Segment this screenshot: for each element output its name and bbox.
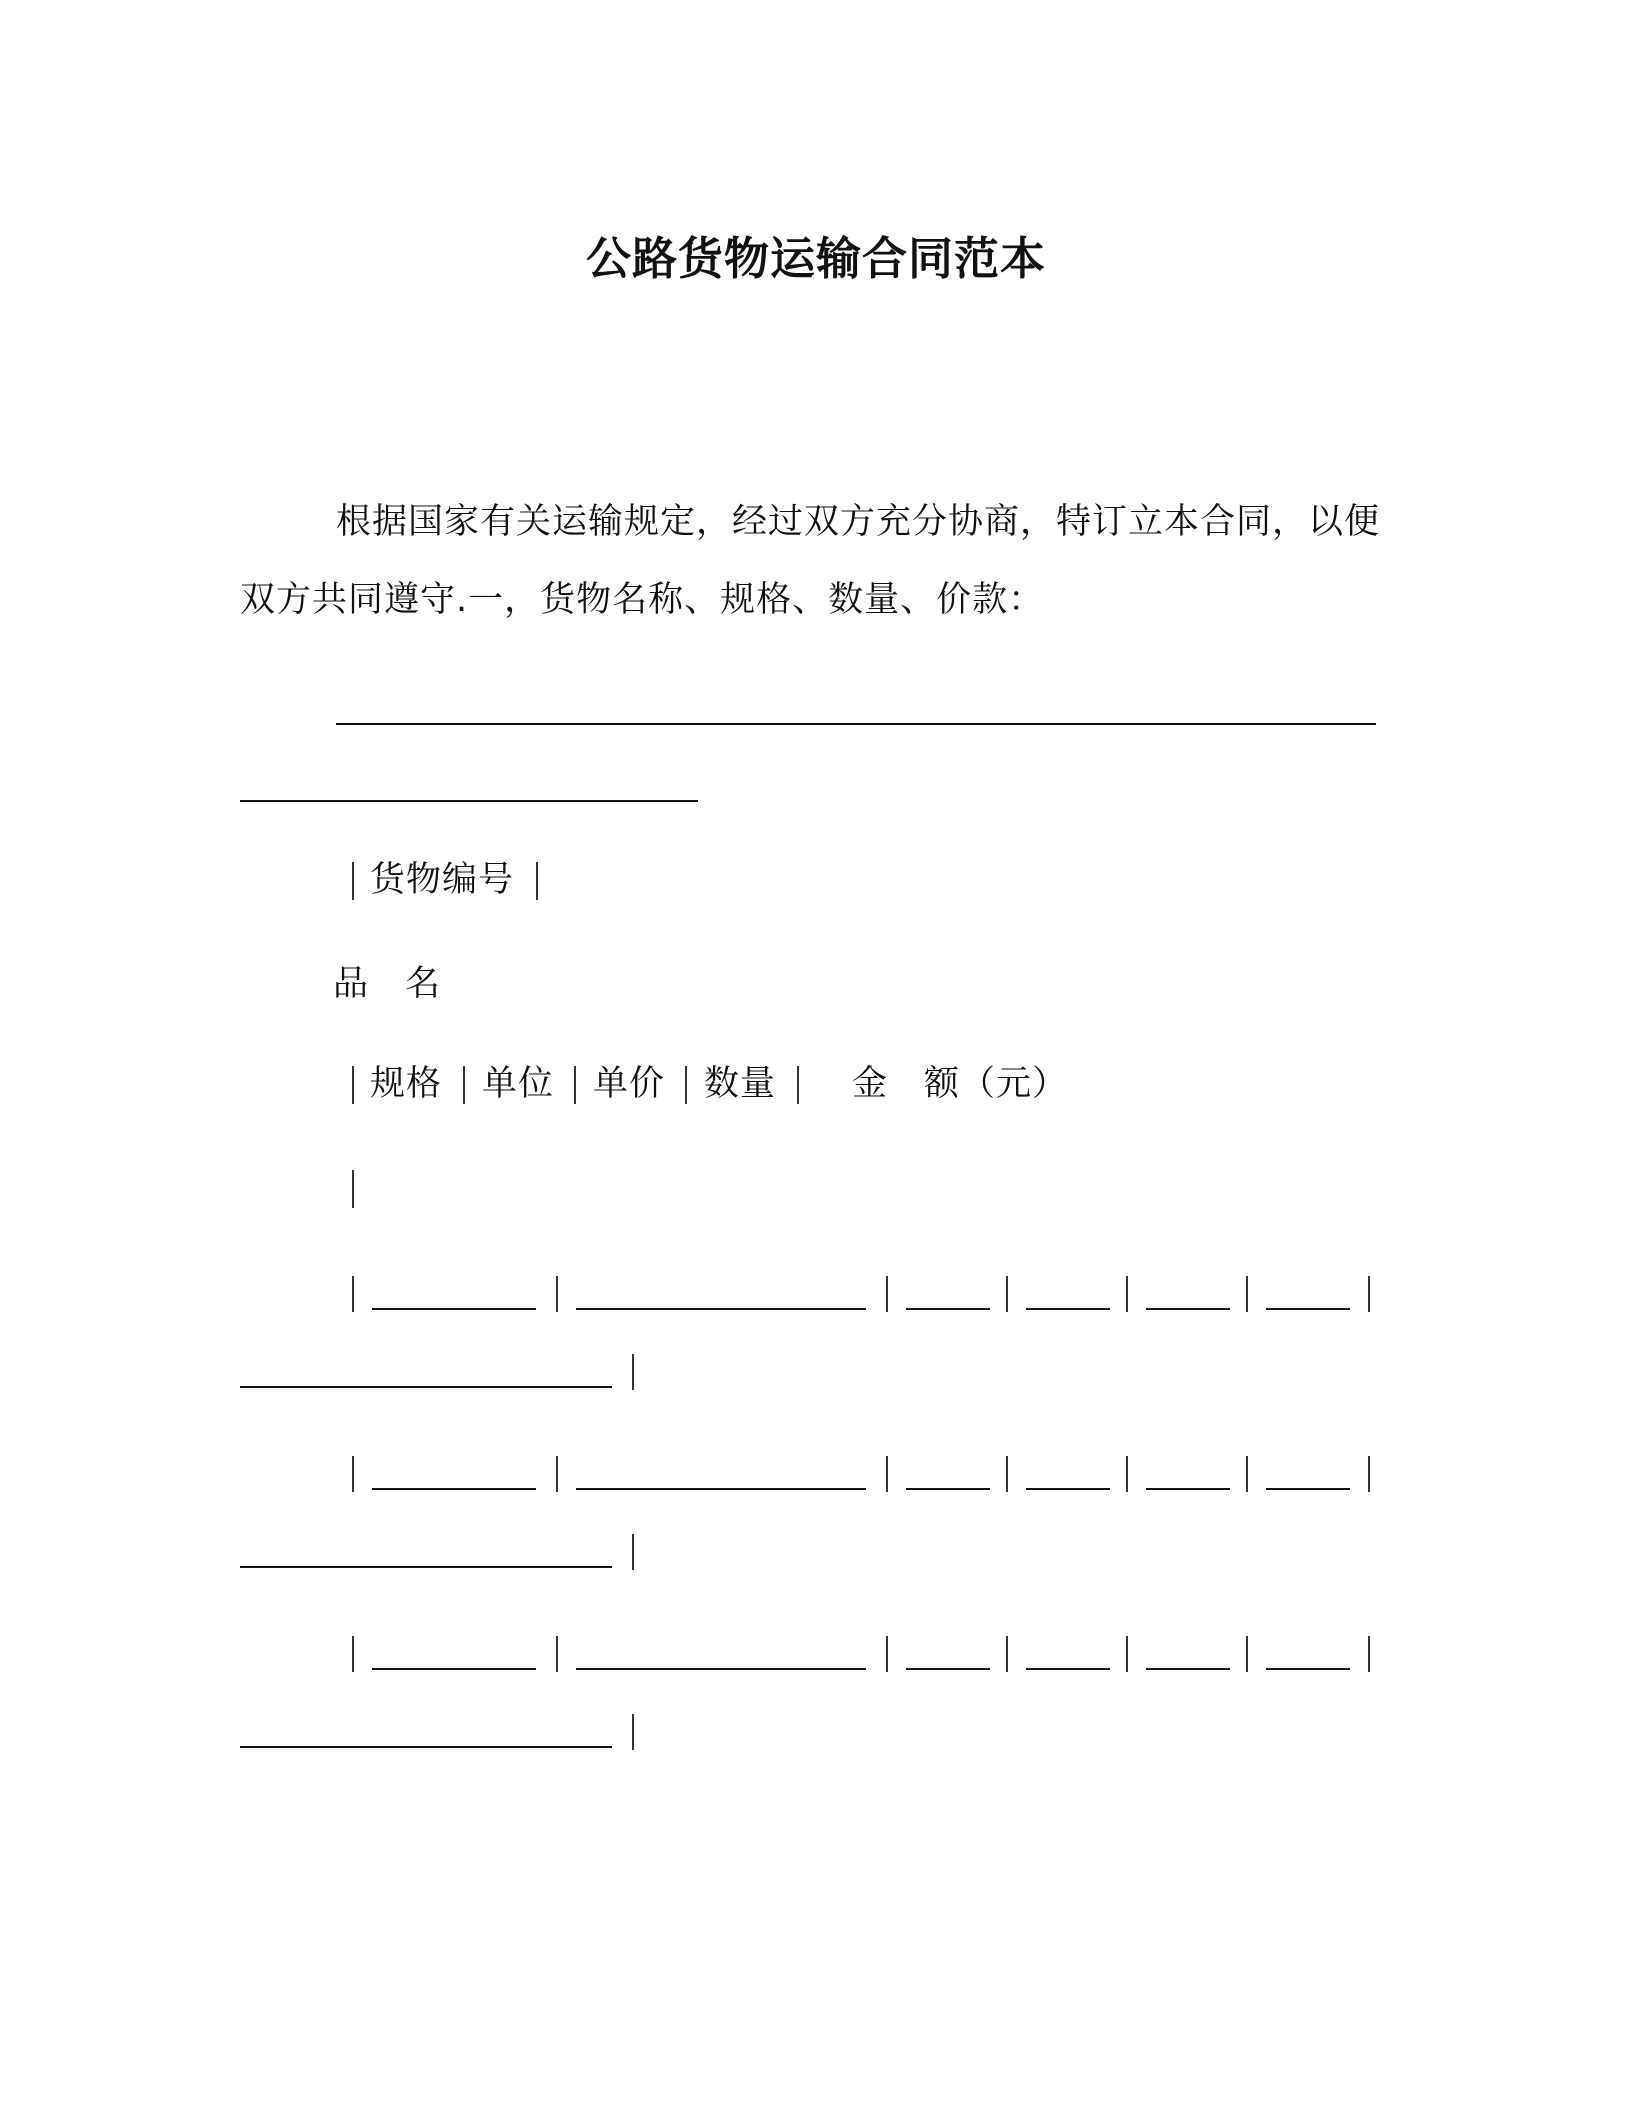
table-divider — [1368, 1636, 1370, 1672]
spec-header: 规格 — [370, 1064, 443, 1104]
table-divider — [886, 1276, 888, 1312]
table-divider — [1368, 1456, 1370, 1492]
blank-cell[interactable] — [576, 1668, 866, 1670]
unit-header: 单位 — [482, 1064, 555, 1104]
blank-cell[interactable] — [906, 1488, 990, 1490]
table-divider — [574, 1066, 576, 1104]
blank-cell[interactable] — [240, 1566, 612, 1568]
table-divider — [1126, 1456, 1128, 1492]
blank-cell[interactable] — [1266, 1668, 1350, 1670]
blank-cell[interactable] — [1026, 1488, 1110, 1490]
table-divider — [463, 1066, 465, 1104]
blank-cell[interactable] — [576, 1308, 866, 1310]
blank-cell[interactable] — [1266, 1308, 1350, 1310]
blank-line[interactable] — [336, 723, 1376, 725]
table-divider — [1368, 1276, 1370, 1312]
document-title: 公路货物运输合同范本 — [585, 232, 1046, 285]
table-divider — [886, 1456, 888, 1492]
blank-cell[interactable] — [576, 1488, 866, 1490]
table-divider — [1006, 1456, 1008, 1492]
table-divider — [556, 1456, 558, 1492]
table-divider — [352, 1066, 354, 1104]
table-divider — [1006, 1276, 1008, 1312]
intro-paragraph: 根据国家有关运输规定，经过双方充分协商，特订立本合同，以便双方共同遵守.一，货物名称、规格、数量、价款： — [240, 502, 1381, 620]
blank-cell[interactable] — [1026, 1308, 1110, 1310]
blank-cell[interactable] — [1026, 1668, 1110, 1670]
table-divider — [1126, 1276, 1128, 1312]
blank-line[interactable] — [240, 800, 698, 802]
amount-header: 金 额（元） — [852, 1064, 1069, 1104]
blank-cell[interactable] — [906, 1308, 990, 1310]
blank-cell[interactable] — [1146, 1308, 1230, 1310]
blank-cell[interactable] — [1146, 1668, 1230, 1670]
blank-cell[interactable] — [906, 1668, 990, 1670]
product-name-label: 品 名 — [333, 964, 442, 1004]
table-divider — [632, 1354, 634, 1390]
table-divider — [556, 1636, 558, 1672]
table-divider — [632, 1714, 634, 1750]
table-divider — [1246, 1636, 1248, 1672]
table-divider — [632, 1534, 634, 1570]
table-divider — [685, 1066, 687, 1104]
goods-number-label: 货物编号 — [370, 860, 515, 900]
table-divider — [352, 1636, 354, 1672]
table-divider — [556, 1276, 558, 1312]
blank-cell[interactable] — [240, 1746, 612, 1748]
table-divider — [886, 1636, 888, 1672]
blank-cell[interactable] — [372, 1308, 536, 1310]
table-divider — [536, 862, 538, 900]
table-divider — [797, 1066, 799, 1104]
blank-cell[interactable] — [1266, 1488, 1350, 1490]
table-divider — [1126, 1636, 1128, 1672]
table-divider — [352, 862, 354, 900]
unit-price-header: 单价 — [593, 1064, 666, 1104]
table-divider — [1006, 1636, 1008, 1672]
blank-cell[interactable] — [1146, 1488, 1230, 1490]
blank-cell[interactable] — [372, 1488, 536, 1490]
table-divider — [352, 1276, 354, 1312]
quantity-header: 数量 — [704, 1064, 777, 1104]
blank-cell[interactable] — [372, 1668, 536, 1670]
table-divider — [1246, 1456, 1248, 1492]
blank-cell[interactable] — [240, 1386, 612, 1388]
table-divider — [352, 1456, 354, 1492]
table-divider — [1246, 1276, 1248, 1312]
table-divider — [352, 1170, 354, 1208]
